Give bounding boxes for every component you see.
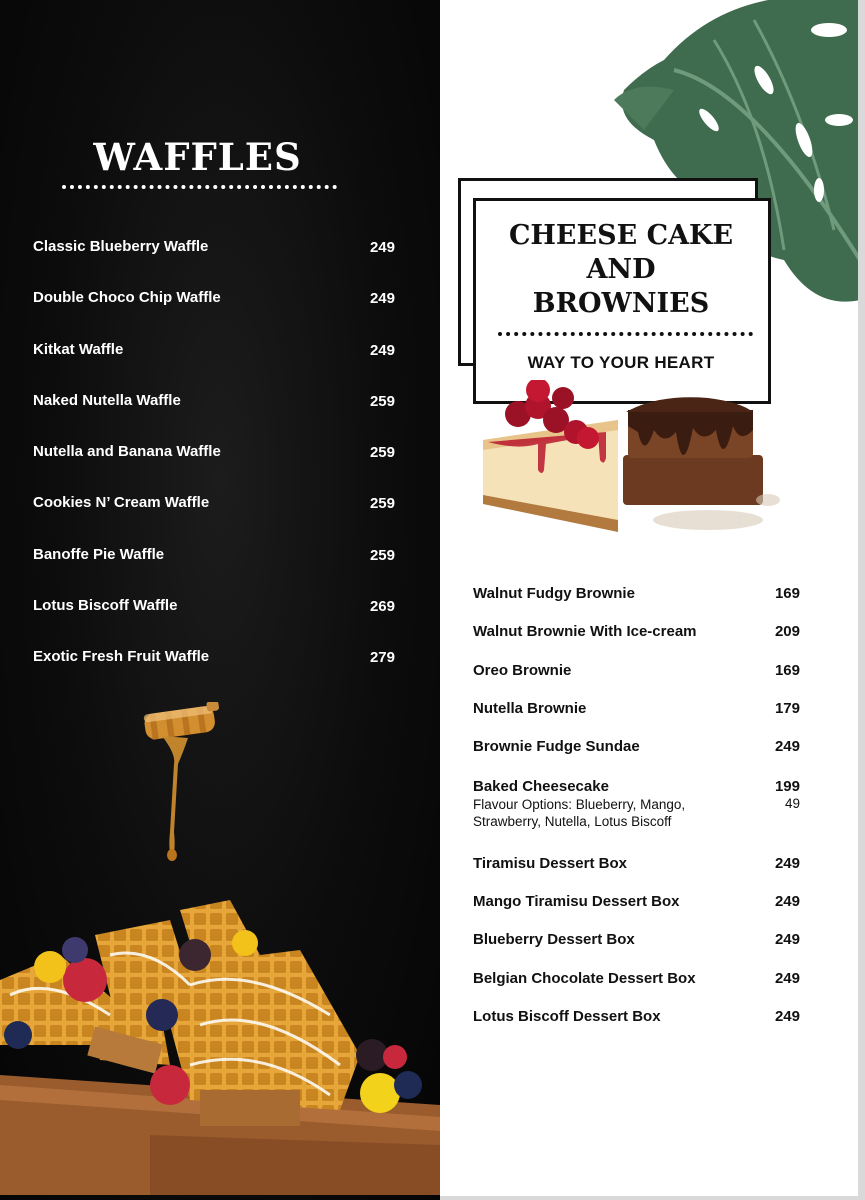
item-name: Brownie Fudge Sundae xyxy=(473,738,640,756)
list-item xyxy=(473,778,800,855)
item-price: 179 xyxy=(774,699,800,717)
item-name: Banoffe Pie Waffle xyxy=(33,545,165,563)
item-price: 279 xyxy=(369,649,395,667)
item-name: Lotus Biscoff Dessert Box xyxy=(473,1007,661,1025)
item-price: 249 xyxy=(774,931,800,949)
item-price: 249 xyxy=(774,892,800,910)
item-name: Double Choco Chip Waffle xyxy=(33,289,221,307)
item-price: 259 xyxy=(369,392,395,410)
list-item xyxy=(33,546,395,597)
list-item xyxy=(33,392,395,443)
item-price: 269 xyxy=(369,598,395,616)
item-price: 249 xyxy=(369,341,395,359)
honey-dipper-icon xyxy=(138,702,220,862)
list-item xyxy=(473,970,800,1008)
item-name: Cookies N’ Cream Waffle xyxy=(33,494,210,512)
cheesecake-divider xyxy=(498,332,753,336)
cheesecake-title xyxy=(473,219,769,321)
list-item xyxy=(33,238,395,289)
item-price: 249 xyxy=(774,738,800,756)
waffles-list xyxy=(33,238,395,700)
item-price: 259 xyxy=(369,495,395,513)
list-item xyxy=(473,855,800,893)
list-item xyxy=(473,700,800,738)
waffle-platter-icon xyxy=(0,895,440,1200)
title-line: BROWNIES xyxy=(532,288,710,319)
item-name: Walnut Brownie With Ice-cream xyxy=(473,623,697,641)
list-item xyxy=(473,1008,800,1038)
item-price: 259 xyxy=(369,444,395,462)
list-item xyxy=(473,893,800,931)
item-description: Flavour Options: Blueberry, Mango, Strawberry, Nutella, Lotus Biscoff xyxy=(473,797,686,830)
item-price: 249 xyxy=(774,969,800,987)
item-price: 249 xyxy=(774,1007,800,1025)
cheesecake-brownies-icon xyxy=(478,380,788,540)
item-price: 209 xyxy=(774,623,800,641)
item-name: Oreo Brownie xyxy=(473,661,572,679)
list-item xyxy=(33,443,395,494)
item-price: 249 xyxy=(369,290,395,308)
item-name: Kitkat Waffle xyxy=(33,340,124,358)
item-name: Nutella Brownie xyxy=(473,699,587,717)
item-price: 169 xyxy=(774,585,800,602)
cheesecake-subtitle: WAY TO YOUR HEART xyxy=(527,353,715,372)
item-name: Blueberry Dessert Box xyxy=(473,931,635,949)
item-name: Naked Nutella Waffle xyxy=(33,391,181,409)
page-edge-bottom xyxy=(440,1196,865,1200)
item-price: 169 xyxy=(774,661,800,679)
waffles-divider xyxy=(62,185,337,189)
item-name: Tiramisu Dessert Box xyxy=(473,854,627,872)
desserts-list xyxy=(473,585,800,1038)
waffles-title: WAFFLES xyxy=(93,135,302,179)
list-item xyxy=(473,662,800,700)
list-item xyxy=(33,289,395,340)
item-name: Belgian Chocolate Dessert Box xyxy=(473,969,696,987)
list-item xyxy=(33,494,395,545)
title-line: AND xyxy=(586,254,656,285)
title-line: CHEESE CAKE xyxy=(508,220,734,251)
list-item xyxy=(473,585,800,623)
item-name: Mango Tiramisu Dessert Box xyxy=(473,892,680,910)
item-name: Classic Blueberry Waffle xyxy=(33,238,209,255)
list-item xyxy=(473,931,800,969)
item-price: 259 xyxy=(369,546,395,564)
list-item xyxy=(473,738,800,778)
list-item xyxy=(33,648,395,699)
item-price: 249 xyxy=(369,239,395,256)
item-price: 249 xyxy=(774,854,800,872)
item-name: Exotic Fresh Fruit Waffle xyxy=(33,648,210,666)
list-item xyxy=(33,341,395,392)
page-edge xyxy=(858,0,865,1200)
item-price: 199 xyxy=(774,778,800,796)
item-name: Walnut Fudgy Brownie xyxy=(473,585,635,602)
item-name: Nutella and Banana Waffle xyxy=(33,443,221,461)
item-name: Lotus Biscoff Waffle xyxy=(33,597,178,615)
list-item xyxy=(473,623,800,661)
list-item xyxy=(33,597,395,648)
item-addon-price: 49 xyxy=(784,796,800,812)
item-name: Baked Cheesecake xyxy=(473,778,609,796)
